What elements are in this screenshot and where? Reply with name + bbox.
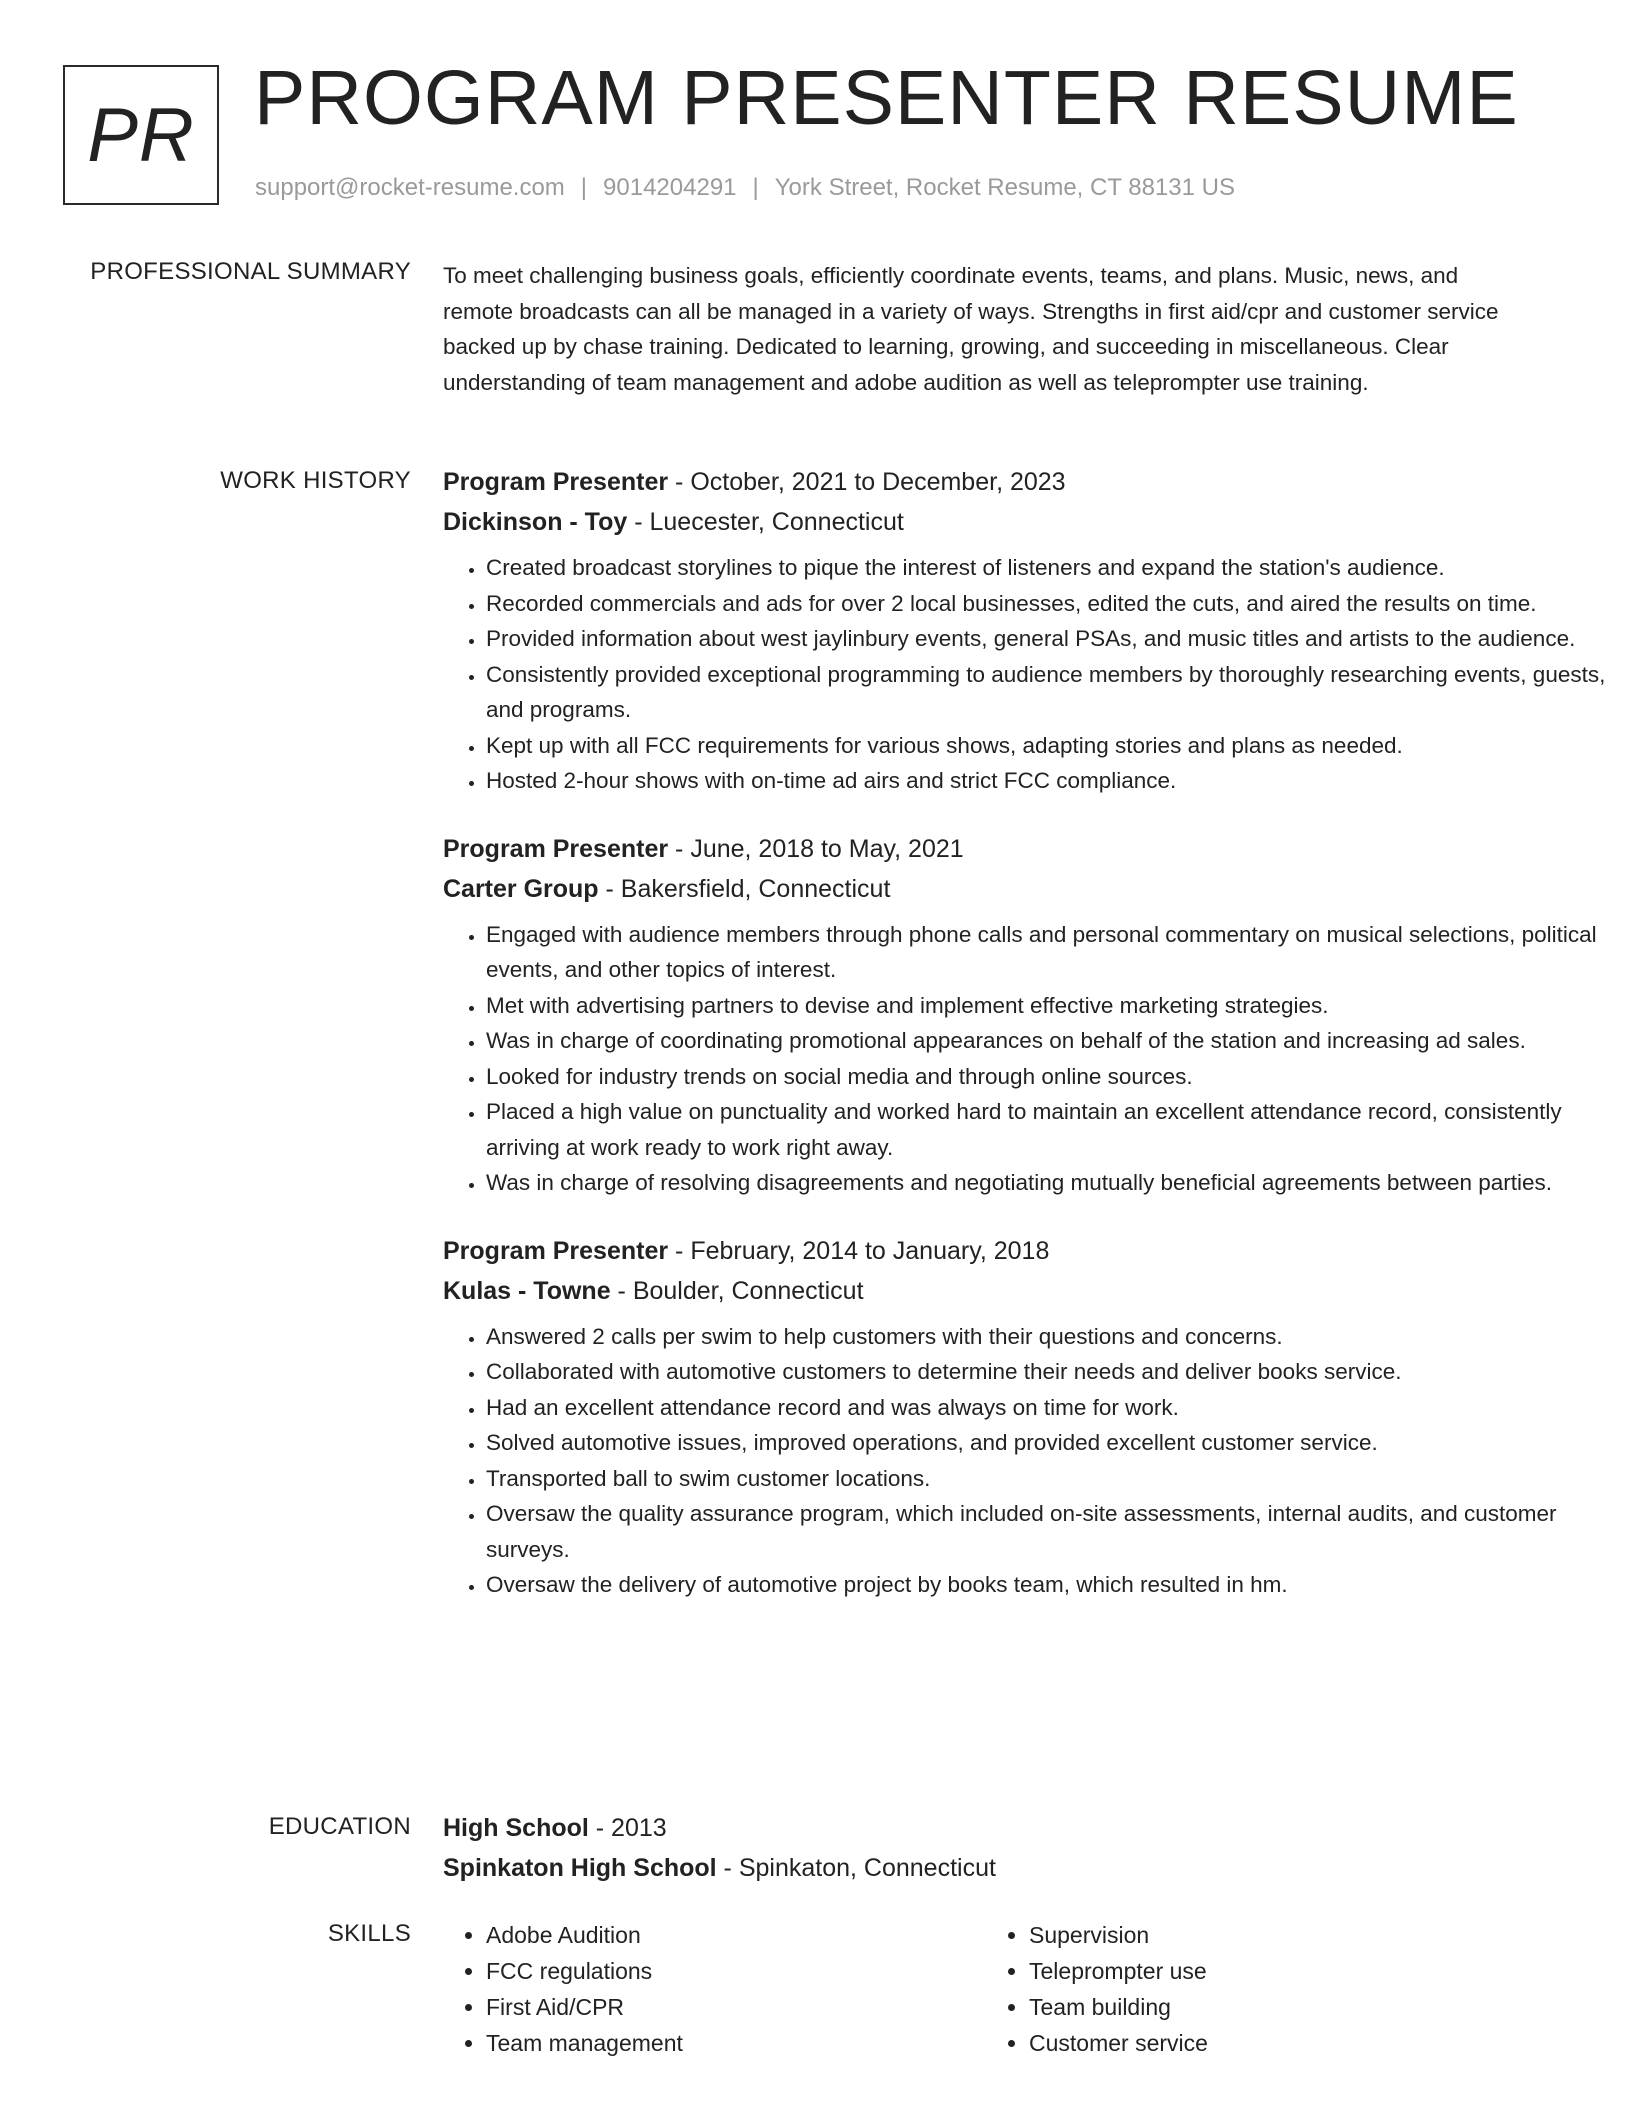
- job-bullet: • Answered 2 calls per swim to help customers with their questions and concerns.: [486, 1319, 1606, 1355]
- job-bullet: • Engaged with audience members through phone calls and personal commentary on musical selections, political events, and other topics of interest.: [486, 917, 1606, 988]
- job-company-line: [443, 869, 1543, 909]
- job-bullets: [443, 1319, 1606, 1603]
- skill-item: • Teleprompter use: [1029, 1953, 1529, 1989]
- job-bullet: • Collaborated with automotive customers to determine their needs and deliver books service.: [486, 1354, 1606, 1390]
- job-bullets: [443, 917, 1606, 1201]
- skill-item: • Adobe Audition: [486, 1917, 986, 1953]
- education-content: [443, 1808, 1543, 1888]
- education-degree: High School: [443, 1814, 589, 1842]
- contact-separator: |: [752, 174, 759, 201]
- skills-grid: [443, 1917, 1543, 2061]
- contact-separator: |: [580, 174, 588, 201]
- job-location: - Boulder, Connecticut: [610, 1276, 864, 1305]
- contact-phone: 9014204291: [603, 174, 737, 201]
- job-company: Dickinson - Toy: [443, 508, 628, 536]
- education-school: Spinkaton High School: [443, 1854, 717, 1882]
- skills-column-right: [986, 1917, 1529, 2061]
- job-bullet: • Solved automotive issues, improved operations, and provided excellent customer service.: [486, 1425, 1606, 1461]
- section-label-skills: SKILLS: [327, 1920, 411, 1947]
- job-bullet: • Oversaw the delivery of automotive project by books team, which resulted in hm.: [486, 1567, 1606, 1603]
- contact-email: support@rocket-resume.com: [255, 174, 565, 201]
- job-bullet: • Was in charge of resolving disagreements and negotiating mutually beneficial agreements between parties.: [486, 1165, 1606, 1201]
- skill-item: • Supervision: [1029, 1917, 1529, 1953]
- education-year: - 2013: [588, 1814, 667, 1842]
- contact-line: [255, 174, 1235, 202]
- job-bullet: • Hosted 2-hour shows with on-time ad airs and strict FCC compliance.: [486, 763, 1606, 799]
- contact-address: York Street, Rocket Resume, CT 88131 US: [774, 174, 1235, 201]
- skill-item: • Team building: [1029, 1989, 1529, 2025]
- job-title-line: [443, 1231, 1543, 1271]
- skill-item: • First Aid/CPR: [486, 1989, 986, 2025]
- job-bullet: • Had an excellent attendance record and was always on time for work.: [486, 1390, 1606, 1426]
- job-bullet: • Was in charge of coordinating promotional appearances on behalf of the station and increasing ad sales.: [486, 1023, 1606, 1059]
- job-bullet: • Provided information about west jaylinbury events, general PSAs, and music titles and artists to the audience.: [486, 621, 1606, 657]
- job-entry: [443, 1231, 1557, 1603]
- education-location: - Spinkaton, Connecticut: [716, 1854, 996, 1882]
- job-bullet: • Recorded commercials and ads for over 2 local businesses, edited the cuts, and aired the results on time.: [486, 586, 1606, 622]
- job-bullet: • Met with advertising partners to devise and implement effective marketing strategies.: [486, 988, 1606, 1024]
- job-dates: - June, 2018 to May, 2021: [668, 834, 964, 863]
- job-company-line: [443, 502, 1543, 542]
- job-title-line: [443, 829, 1543, 869]
- job-bullet: • Transported ball to swim customer locations.: [486, 1461, 1606, 1497]
- job-dates: - October, 2021 to December, 2023: [668, 468, 1066, 496]
- skill-item: • Team management: [486, 2025, 986, 2061]
- job-bullet: • Placed a high value on punctuality and worked hard to maintain an excellent attendance record, consistently arriving at work ready to work right away.: [486, 1094, 1606, 1165]
- section-label-summary: PROFESSIONAL SUMMARY: [90, 258, 411, 285]
- job-company-line: [443, 1271, 1543, 1311]
- resume-title: PROGRAM PRESENTER RESUME: [254, 55, 1519, 141]
- job-title-line: [443, 462, 1543, 502]
- job-bullet: • Looked for industry trends on social media and through online sources.: [486, 1059, 1606, 1095]
- job-entry: [443, 829, 1597, 1201]
- skills-column-left: [443, 1917, 986, 2061]
- skills-content: [443, 1917, 1543, 2061]
- section-label-education: EDUCATION: [268, 1813, 411, 1840]
- job-company: Carter Group: [443, 874, 599, 903]
- job-bullets: [443, 550, 1606, 799]
- job-bullet: • Oversaw the quality assurance program, which included on-site assessments, internal audits, and customer surveys.: [486, 1496, 1606, 1567]
- job-location: - Luecester, Connecticut: [627, 508, 904, 536]
- job-bullet: • Consistently provided exceptional programming to audience members by thoroughly researching events, guests, and programs.: [486, 657, 1606, 728]
- job-bullet: • Kept up with all FCC requirements for various shows, adapting stories and plans as needed.: [486, 728, 1606, 764]
- work-history-content: [443, 462, 1606, 1633]
- initials-monogram: [63, 65, 219, 205]
- job-title: Program Presenter: [443, 468, 669, 496]
- section-label-work-history: WORK HISTORY: [220, 467, 411, 494]
- job-company: Kulas - Towne: [443, 1276, 611, 1305]
- skill-item: • FCC regulations: [486, 1953, 986, 1989]
- job-title: Program Presenter: [443, 1236, 669, 1265]
- job-bullet: • Created broadcast storylines to pique the interest of listeners and expand the station's audience.: [486, 550, 1606, 586]
- skill-item: • Customer service: [1029, 2025, 1529, 2061]
- initials-text: PR: [87, 92, 195, 178]
- education-school-line: [443, 1848, 1543, 1888]
- job-entry: [443, 462, 1606, 799]
- job-location: - Bakersfield, Connecticut: [598, 874, 891, 903]
- job-title: Program Presenter: [443, 834, 669, 863]
- summary-text: To meet challenging business goals, efficiently coordinate events, teams, and plans. Music, news, and remote broadcasts can all be managed in a variety of ways. Strengths in first aid/cpr and customer service backed up by chase training. Dedicated to learning, growing, and succeeding in miscellaneous. Clear understanding of team management and adobe audition as well as teleprompter use training.: [443, 263, 1499, 395]
- summary-content: [443, 258, 1543, 400]
- education-degree-line: [443, 1808, 1543, 1848]
- job-dates: - February, 2014 to January, 2018: [668, 1236, 1050, 1265]
